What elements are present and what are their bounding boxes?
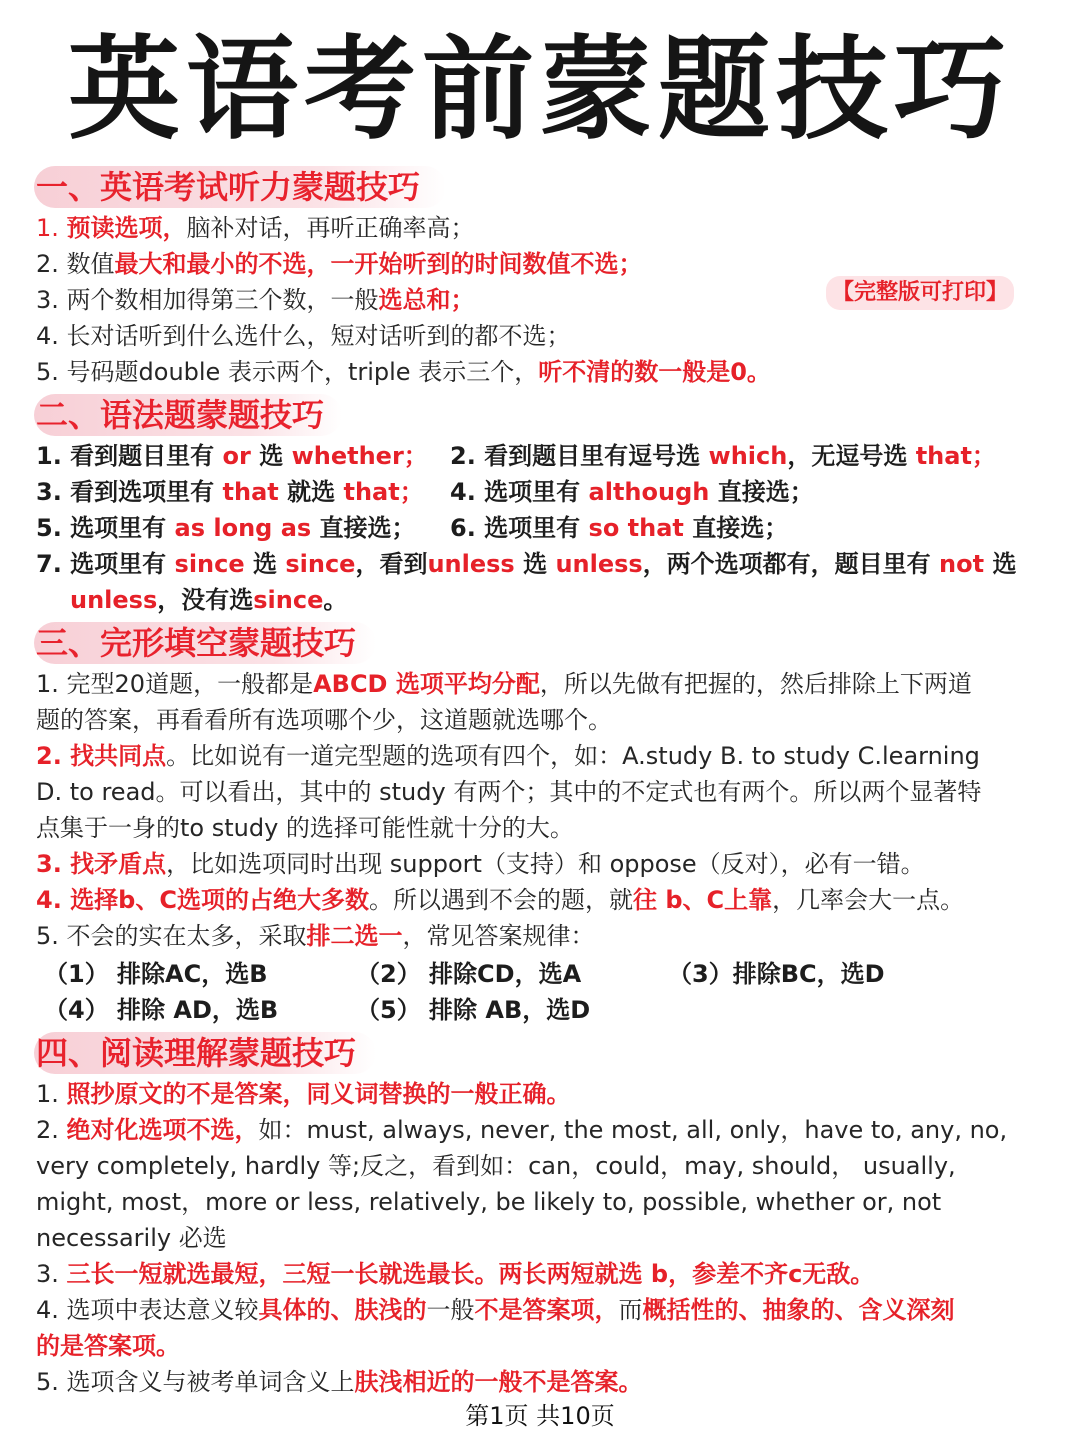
tip-highlight: 具体的、肤浅的	[258, 1296, 427, 1324]
tip-highlight: 最大和最小的不选，一开始听到的时间数值不选；	[114, 250, 643, 278]
printable-badge: 【完整版可打印】	[826, 276, 1014, 310]
answer-rule-4: （4） 排除 AD，选B	[44, 996, 279, 1024]
keyword: that；	[915, 442, 996, 470]
tip-text: 直接选；	[709, 478, 814, 506]
listening-tip-3	[36, 284, 475, 316]
tip-text: 。比如说有一道完型题的选项有四个，如：A.study B. to study C.learning	[166, 742, 980, 770]
grammar-tip-4	[450, 476, 814, 508]
tip-text: 5. 选项含义与被考单词含义上	[36, 1368, 355, 1396]
reading-tip-2	[36, 1114, 1007, 1146]
tip-text: 4. 选项里有	[450, 478, 589, 506]
tip-text: ，看到	[355, 550, 428, 578]
tip-text: 。所以遇到不会的题，就	[368, 886, 633, 914]
tip-highlight: 照抄原文的不是答案，同义词替换的一般正确。	[66, 1080, 571, 1108]
keyword: since	[174, 550, 245, 578]
reading-tip-2-line-4: necessarily 必选	[36, 1224, 227, 1252]
cloze-tip-1-continued: 题的答案，再看看所有选项哪个少，这道题就选哪个。	[36, 706, 612, 734]
answer-rule-3: （3）排除BC，选D	[668, 960, 885, 988]
tip-text: 5. 不会的实在太多，采取	[36, 922, 307, 950]
tip-highlight: 肤浅相近的一般不是答案。	[354, 1368, 643, 1396]
tip-highlight: 不是答案项，	[474, 1296, 619, 1324]
listening-tip-1	[36, 212, 475, 244]
grammar-tip-3	[36, 476, 424, 508]
section-heading-cloze: 三、完形填空蒙题技巧	[34, 622, 376, 664]
section-heading-grammar: 二、语法题蒙题技巧	[34, 394, 342, 436]
keyword: or	[222, 442, 251, 470]
keyword: although	[588, 478, 710, 506]
tip-text: 1.	[36, 1080, 67, 1108]
grammar-tip-7-continued	[70, 584, 347, 616]
tip-text: ，常见答案规律：	[402, 922, 595, 950]
answer-rule-1: （1） 排除AC，选B	[44, 960, 268, 988]
tip-text: 4. 选项中表达意义较	[36, 1296, 259, 1324]
keyword: since	[253, 586, 324, 614]
tip-text: 直接选；	[683, 514, 789, 542]
tip-text: ，比如选项同时出现 support（支持）和 oppose（反对），必有一错。	[166, 850, 925, 878]
reading-tip-4	[36, 1294, 955, 1326]
tip-text: 7. 选项里有	[36, 550, 175, 578]
reading-tip-1	[36, 1078, 571, 1110]
tip-text: 1. 完型20道题，一般都是	[36, 670, 314, 698]
tip-text: ，所以先做有把握的，然后排除上下两道	[539, 670, 972, 698]
listening-tip-4: 4. 长对话听到什么选什么，短对话听到的都不选；	[36, 322, 571, 350]
keyword: so that	[588, 514, 684, 542]
tip-text: 3.	[36, 1260, 67, 1288]
tip-text: 脑补对话，再听正确率高；	[186, 214, 475, 242]
tip-text: ，几率会大一点。	[772, 886, 965, 914]
tip-text: ，没有选	[157, 586, 254, 614]
tip-text: 选	[244, 550, 286, 578]
keyword: which	[708, 442, 788, 470]
tip-text: 选	[250, 442, 292, 470]
tip-text: 一般	[426, 1296, 475, 1324]
keyword: that	[222, 478, 279, 506]
tip-text: 就选	[278, 478, 344, 506]
grammar-tip-7	[36, 548, 1016, 580]
tip-text: 如：must, always, never, the most, all, only，have to, any, no,	[258, 1116, 1008, 1144]
tip-text: 2. 数值	[36, 250, 115, 278]
keyword: that；	[343, 478, 424, 506]
tip-highlight: 排二选一	[306, 922, 403, 950]
tip-highlight: 4. 选择b、C选项的占绝大多数	[36, 886, 369, 914]
tip-highlight: 绝对化选项不选，	[66, 1116, 259, 1144]
cloze-tip-3	[36, 848, 925, 880]
reading-tip-2-line-2: very completely, hardly 等;反之，看到如：can，could，may, should， usually,	[36, 1152, 956, 1180]
grammar-tip-2	[450, 440, 996, 472]
tip-text: 2. 看到题目里有逗号选	[450, 442, 709, 470]
keyword: since	[285, 550, 356, 578]
tip-highlight: 概括性的、抽象的、含义深刻	[642, 1296, 955, 1324]
tip-text: 。	[323, 586, 348, 614]
tip-text: ，无逗号选	[787, 442, 916, 470]
answer-rule-2: （2） 排除CD，选A	[356, 960, 582, 988]
page-number: 第1页 共10页	[465, 1402, 615, 1430]
tip-highlight: 3. 找矛盾点	[36, 850, 167, 878]
tip-highlight: 选总和；	[378, 286, 475, 314]
tip-text: 1. 看到题目里有	[36, 442, 223, 470]
reading-tip-2-line-3: might, most，more or less, relatively, be likely to, possible, whether or, not	[36, 1188, 942, 1216]
tip-text: 5. 号码题double 表示两个，triple 表示三个，	[36, 358, 539, 386]
section-heading-reading: 四、阅读理解蒙题技巧	[34, 1032, 376, 1074]
tip-highlight: 听不清的数一般是0。	[538, 358, 771, 386]
reading-tip-5	[36, 1366, 643, 1398]
keyword: whether；	[291, 442, 428, 470]
grammar-tip-5	[36, 512, 416, 544]
tip-text: 选	[514, 550, 556, 578]
tip-text: 3. 两个数相加得第三个数，一般	[36, 286, 379, 314]
tip-text: ，两个选项都有，题目里有	[642, 550, 940, 578]
reading-tip-4-continued: 的是答案项。	[36, 1332, 180, 1360]
keyword: unless	[555, 550, 643, 578]
tip-text: 而	[618, 1296, 643, 1324]
tip-highlight: 往 b、C上靠	[632, 886, 773, 914]
tip-text: 5. 选项里有	[36, 514, 175, 542]
keyword: unless	[427, 550, 515, 578]
cloze-tip-1	[36, 668, 972, 700]
tip-highlight: ABCD 选项平均分配	[313, 670, 540, 698]
section-heading-listening: 一、英语考试听力蒙题技巧	[34, 166, 446, 208]
tip-number: 1.	[36, 214, 67, 242]
keyword: as long as	[174, 514, 312, 542]
reading-tip-3	[36, 1258, 874, 1290]
answer-rule-5: （5） 排除 AB，选D	[356, 996, 591, 1024]
cloze-tip-2-line-3: 点集于一身的to study 的选择可能性就十分的大。	[36, 814, 574, 842]
tip-highlight: 2. 找共同点	[36, 742, 167, 770]
tip-text: 3. 看到选项里有	[36, 478, 223, 506]
page-title: 英语考前蒙题技巧	[68, 25, 1012, 155]
listening-tip-5	[36, 356, 771, 388]
cloze-tip-2-line-2: D. to read。可以看出，其中的 study 有两个；其中的不定式也有两个。所以两个显著特	[36, 778, 982, 806]
tip-text: 选	[984, 550, 1017, 578]
keyword: unless	[70, 586, 158, 614]
listening-tip-2	[36, 248, 643, 280]
grammar-tip-6	[450, 512, 788, 544]
tip-text: 2.	[36, 1116, 67, 1144]
grammar-tip-1	[36, 440, 428, 472]
cloze-tip-5	[36, 920, 595, 952]
keyword: not	[939, 550, 985, 578]
tip-highlight: 预读选项，	[66, 214, 187, 242]
cloze-tip-4	[36, 884, 964, 916]
tip-text: 直接选；	[311, 514, 416, 542]
tip-text: 6. 选项里有	[450, 514, 589, 542]
cloze-tip-2	[36, 740, 980, 772]
tip-highlight: 三长一短就选最短，三短一长就选最长。两长两短就选 b，参差不齐c无敌。	[66, 1260, 875, 1288]
